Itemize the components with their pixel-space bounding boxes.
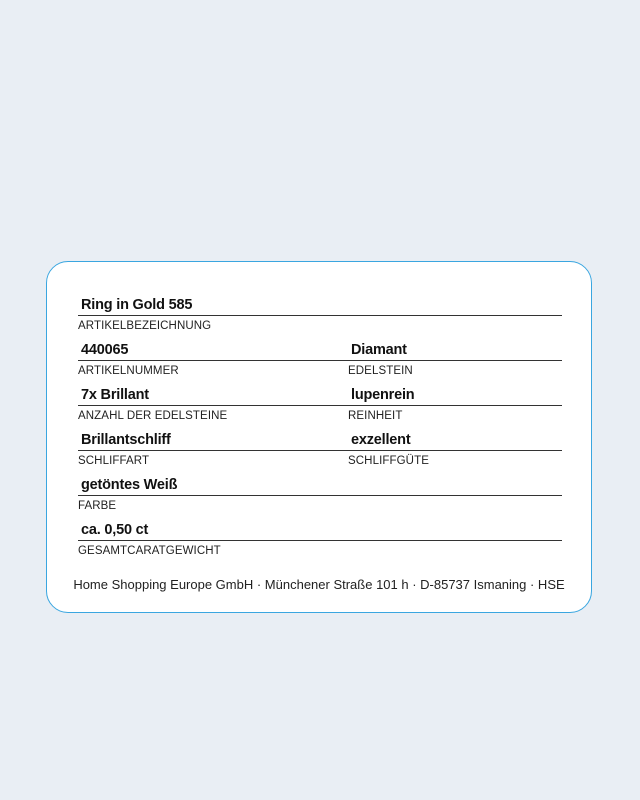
field-anzahl-edelsteine (78, 386, 348, 428)
divider (78, 495, 562, 496)
field-caption: GESAMTCARATGEWICHT (78, 545, 221, 557)
divider (78, 450, 348, 451)
field-artikelbezeichnung (78, 296, 562, 338)
field-caption: EDELSTEIN (348, 365, 413, 377)
field-value: ca. 0,50 ct (81, 522, 149, 538)
divider (78, 360, 348, 361)
divider (348, 360, 562, 361)
field-value: exzellent (351, 432, 411, 448)
product-info-card (46, 261, 592, 613)
field-value: Ring in Gold 585 (81, 297, 193, 313)
field-value: 440065 (81, 342, 129, 358)
field-caption: FARBE (78, 500, 117, 512)
field-farbe (78, 476, 562, 518)
field-caption: ANZAHL DER EDELSTEINE (78, 410, 228, 422)
field-artikelnummer (78, 341, 348, 383)
divider (348, 405, 562, 406)
field-caption: REINHEIT (348, 410, 403, 422)
field-schliffguete (348, 431, 562, 473)
field-value: 7x Brillant (81, 387, 149, 403)
field-caption: SCHLIFFGÜTE (348, 455, 429, 467)
field-reinheit (348, 386, 562, 428)
field-schliffart (78, 431, 348, 473)
divider (78, 315, 562, 316)
field-edelstein (348, 341, 562, 383)
field-value: Brillantschliff (81, 432, 171, 448)
field-caption: ARTIKELBEZEICHNUNG (78, 320, 212, 332)
field-value: lupenrein (351, 387, 415, 403)
divider (78, 540, 562, 541)
divider (348, 450, 562, 451)
divider (78, 405, 348, 406)
field-caption: SCHLIFFART (78, 455, 150, 467)
field-value: Diamant (351, 342, 407, 358)
field-value: getöntes Weiß (81, 477, 178, 493)
field-caption: ARTIKELNUMMER (78, 365, 179, 377)
company-footer: Home Shopping Europe GmbH · Münchener Straße 101 h · D-85737 Ismaning · HSE (73, 577, 565, 592)
field-gesamtcaratgewicht (78, 521, 562, 563)
